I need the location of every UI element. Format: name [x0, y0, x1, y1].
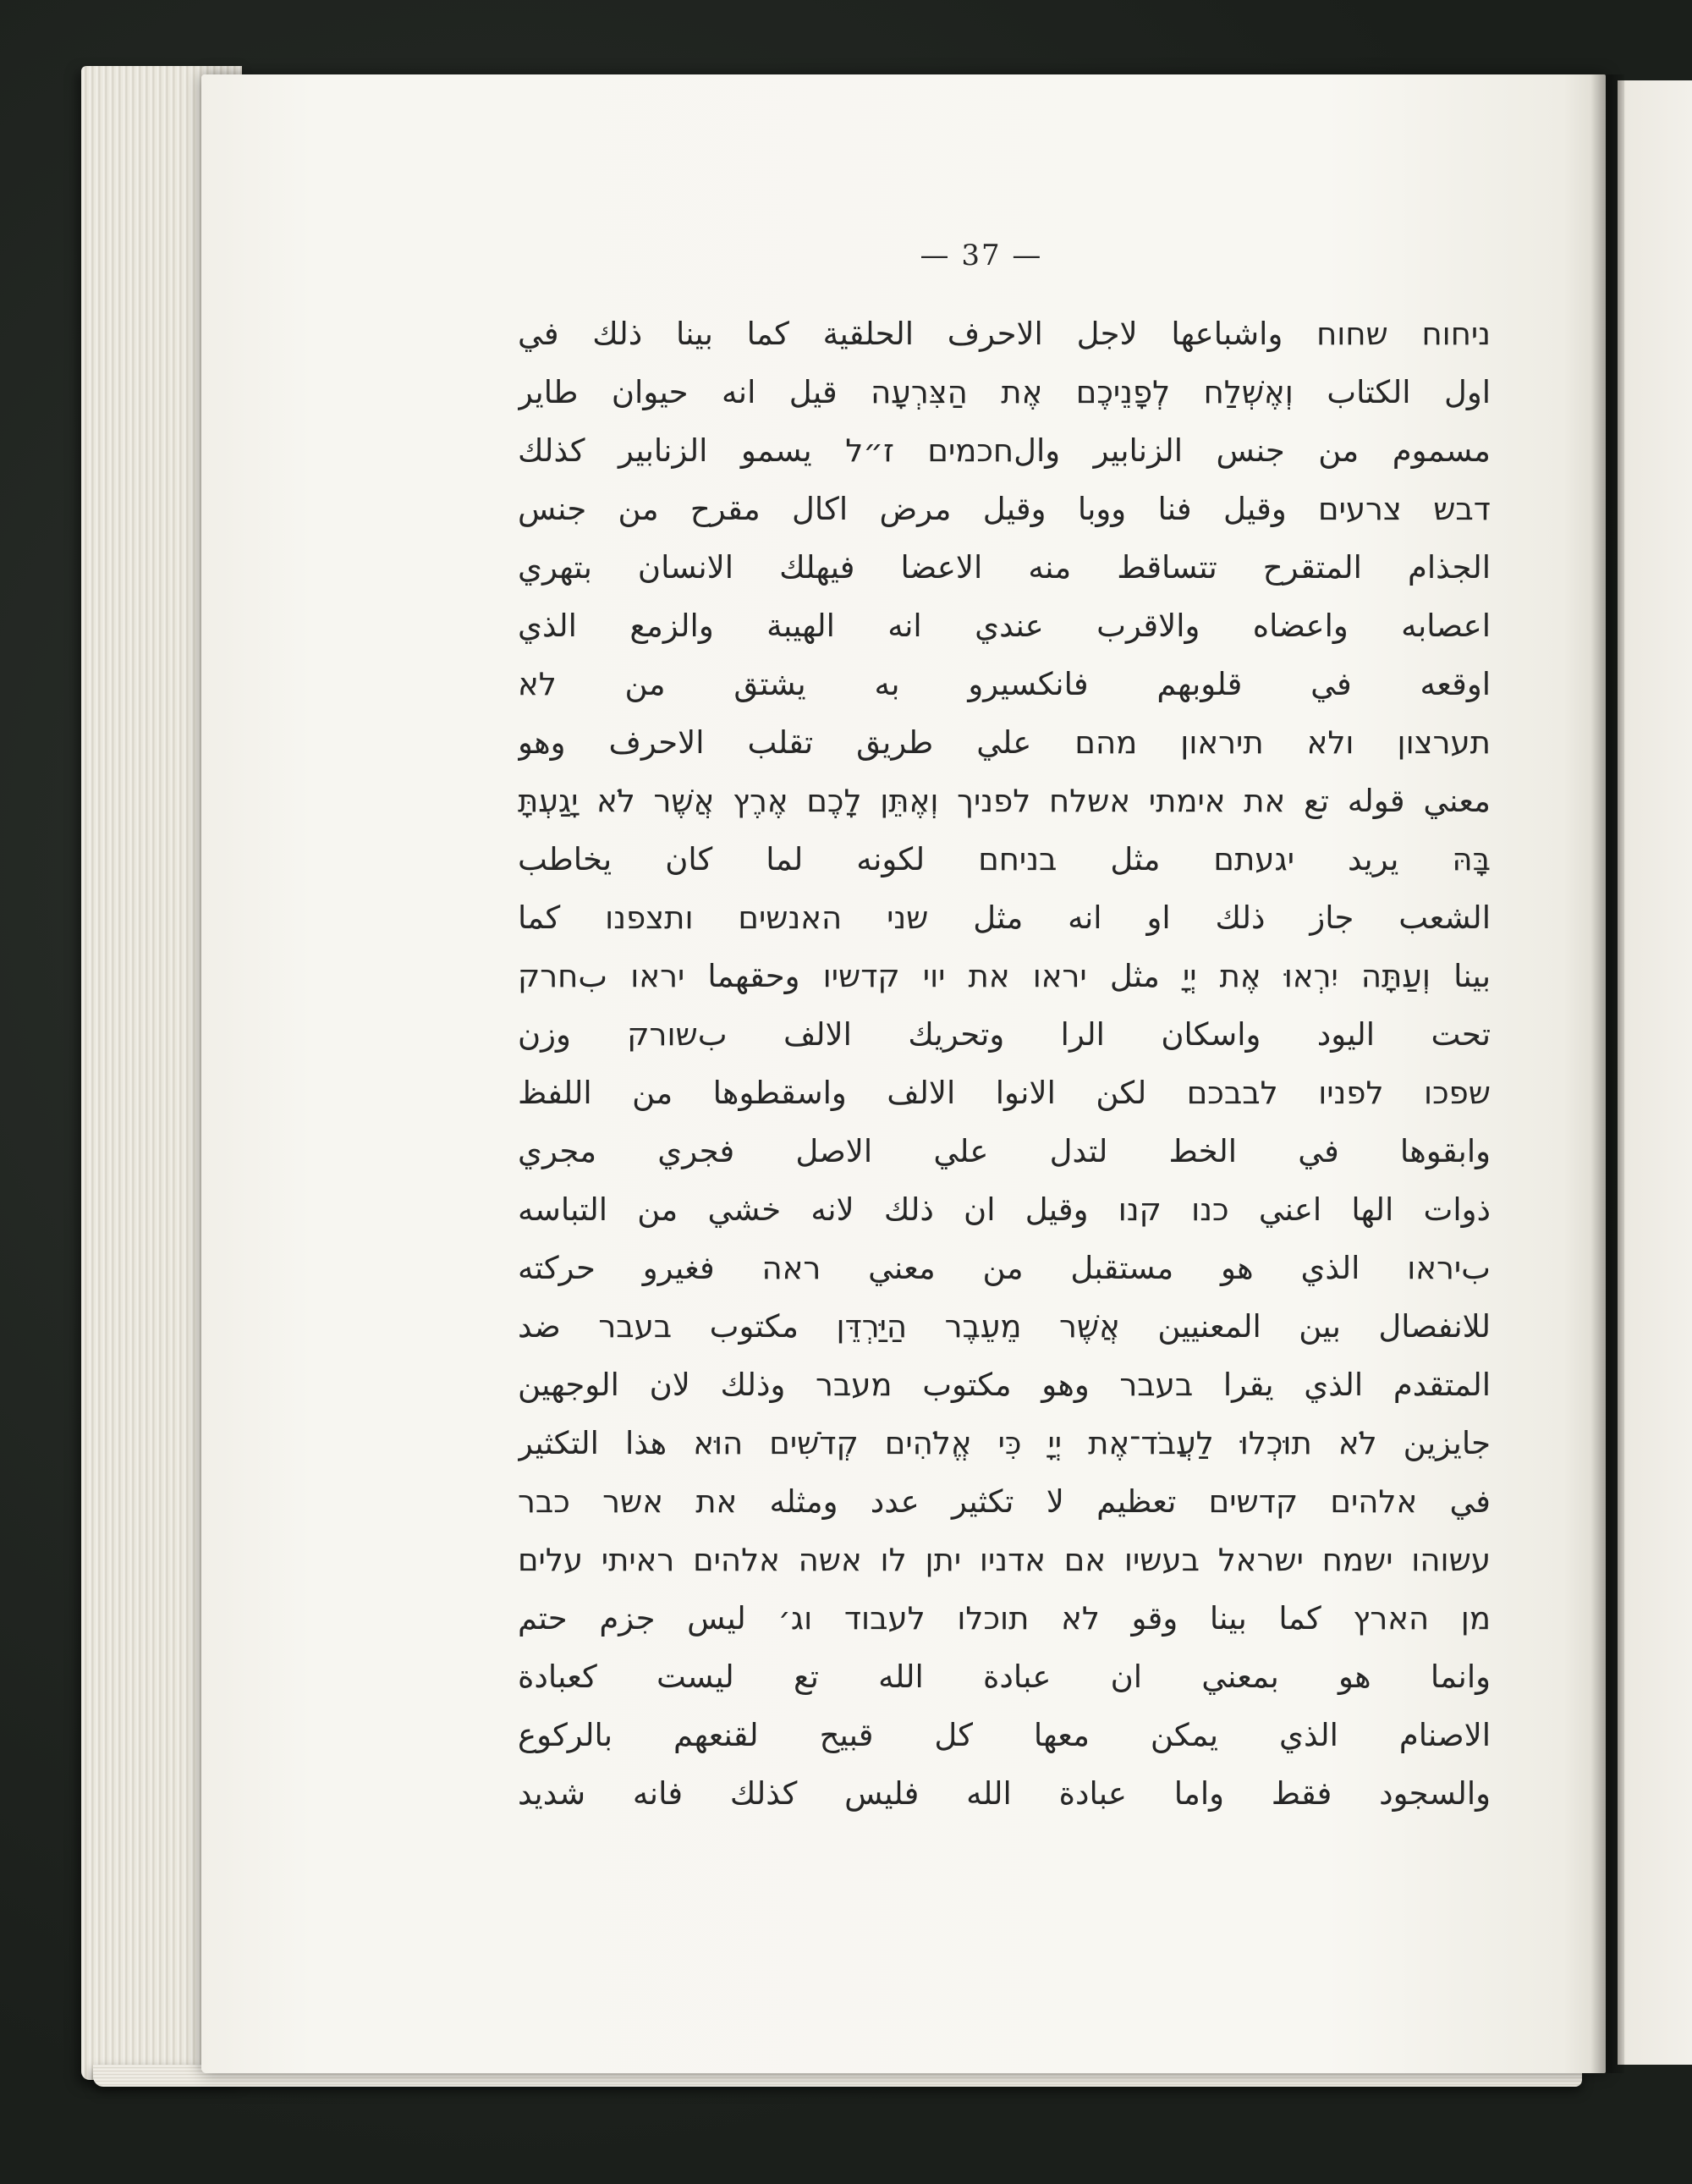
page-number: — 37 — [920, 239, 1043, 272]
text-block [518, 305, 1491, 1823]
text-line: مسموم من جنس الزنابير والחכמים ז״ל يسمو الزنابير كذلك [518, 432, 1491, 469]
text-line: תערצון ולא תיראון מהם علي طريق تقلب الاحرف وهو [518, 724, 1491, 761]
text-line: بينا וְעַתָּה יִרְאוּ אֶת יְיָ مثل יראו את יוי קדשיו وحقهما יראו بחרק [518, 958, 1491, 994]
text-line: שפכו לפניו לבבכם لكن الانوا الالف واسقطوها من اللفظ [518, 1075, 1491, 1111]
gutter-shadow [1590, 74, 1624, 2073]
facing-page [1618, 80, 1692, 2065]
text-line: اول الكتاب וְאֶשְׁלַח לְפָנֵיכֶם אֶת הַצִּרְעָה قيل انه حيوان طاير [518, 374, 1491, 410]
text-line: تحت اليود واسكان الرا وتحريك الالف بשורק وزن [518, 1016, 1491, 1053]
text-line: ذوات الها اعني כנו קנו وقيل ان ذلك لانه خشي من التباسه [518, 1191, 1491, 1228]
text-line: الاصنام الذي يمكن معها كل قبيح لقنعهم بالركوع [518, 1717, 1491, 1753]
text-line: وانما هو بمعني ان عبادة الله تع ليست كعبادة [518, 1659, 1491, 1695]
text-line: معني قوله تع את אימתי אשלח לפניך וְאֶתֵּן לָכֶם אֶרֶץ אֲשֶׁר לֹא יָגַעְתָּ [518, 783, 1491, 819]
text-line: בָּהּ يريد יגעתם مثل בניחם لكونه لما كان يخاطب [518, 841, 1491, 877]
text-line: מן הארץ كما بينا وقو לא תוכלו לעבוד וג׳ ليس جزم حتم [518, 1600, 1491, 1637]
text-line: اوقعه في قلوبهم فانكسيرو به يشتق من לא [518, 666, 1491, 702]
text-line: والسجود فقط واما عبادة الله فليس كذلك فانه شديد [518, 1775, 1491, 1812]
text-line: اعصابه واعضاه والاقرب عندي انه الهيبة والزمع الذي [518, 608, 1491, 644]
text-line: דבש צרעים وقيل فنا ووبا وقيل مرض اكال مقرح من جنس [518, 491, 1491, 527]
text-line: עשוהו ישמח ישראל בעשיו אם אדניו יתן לו אשה אלהים ראיתי עלים [518, 1542, 1491, 1578]
text-line: جايزين לֹא תוּכְלוּ לַעֲבֹד־אֶת יְיָ כִּי אֱלֹהִים קְדֹשִׁים הוּא هذا التكثير [518, 1425, 1491, 1461]
text-line: ניחוח שחוח واشباعها لاجل الاحرف الحلقية كما بينا ذلك في [518, 316, 1491, 352]
text-line: بיראו الذي هو مستقبل من معني ראה فغيرو حركته [518, 1250, 1491, 1286]
text-line: في אלהים קדשים تعظيم لا تكثير عدد ومثله את אשר כבר [518, 1483, 1491, 1520]
text-line: للانفصال بين المعنيين אֲשֶׁר מֵעֵבֶר הַיַּרְדֵּן مكتوب בעבר ضد [518, 1308, 1491, 1345]
text-line: وابقوها في الخط لتدل علي الاصل فجري مجري [518, 1133, 1491, 1169]
text-line: الشعب جاز ذلك او انه مثل שני האנשים ותצפנו كما [518, 899, 1491, 936]
text-line: المتقدم الذي يقرا בעבר وهو مكتوب מעבר وذلك لان الوجهين [518, 1367, 1491, 1403]
text-line: الجذام المتقرح تتساقط منه الاعضا فيهلك الانسان بتهري [518, 549, 1491, 586]
